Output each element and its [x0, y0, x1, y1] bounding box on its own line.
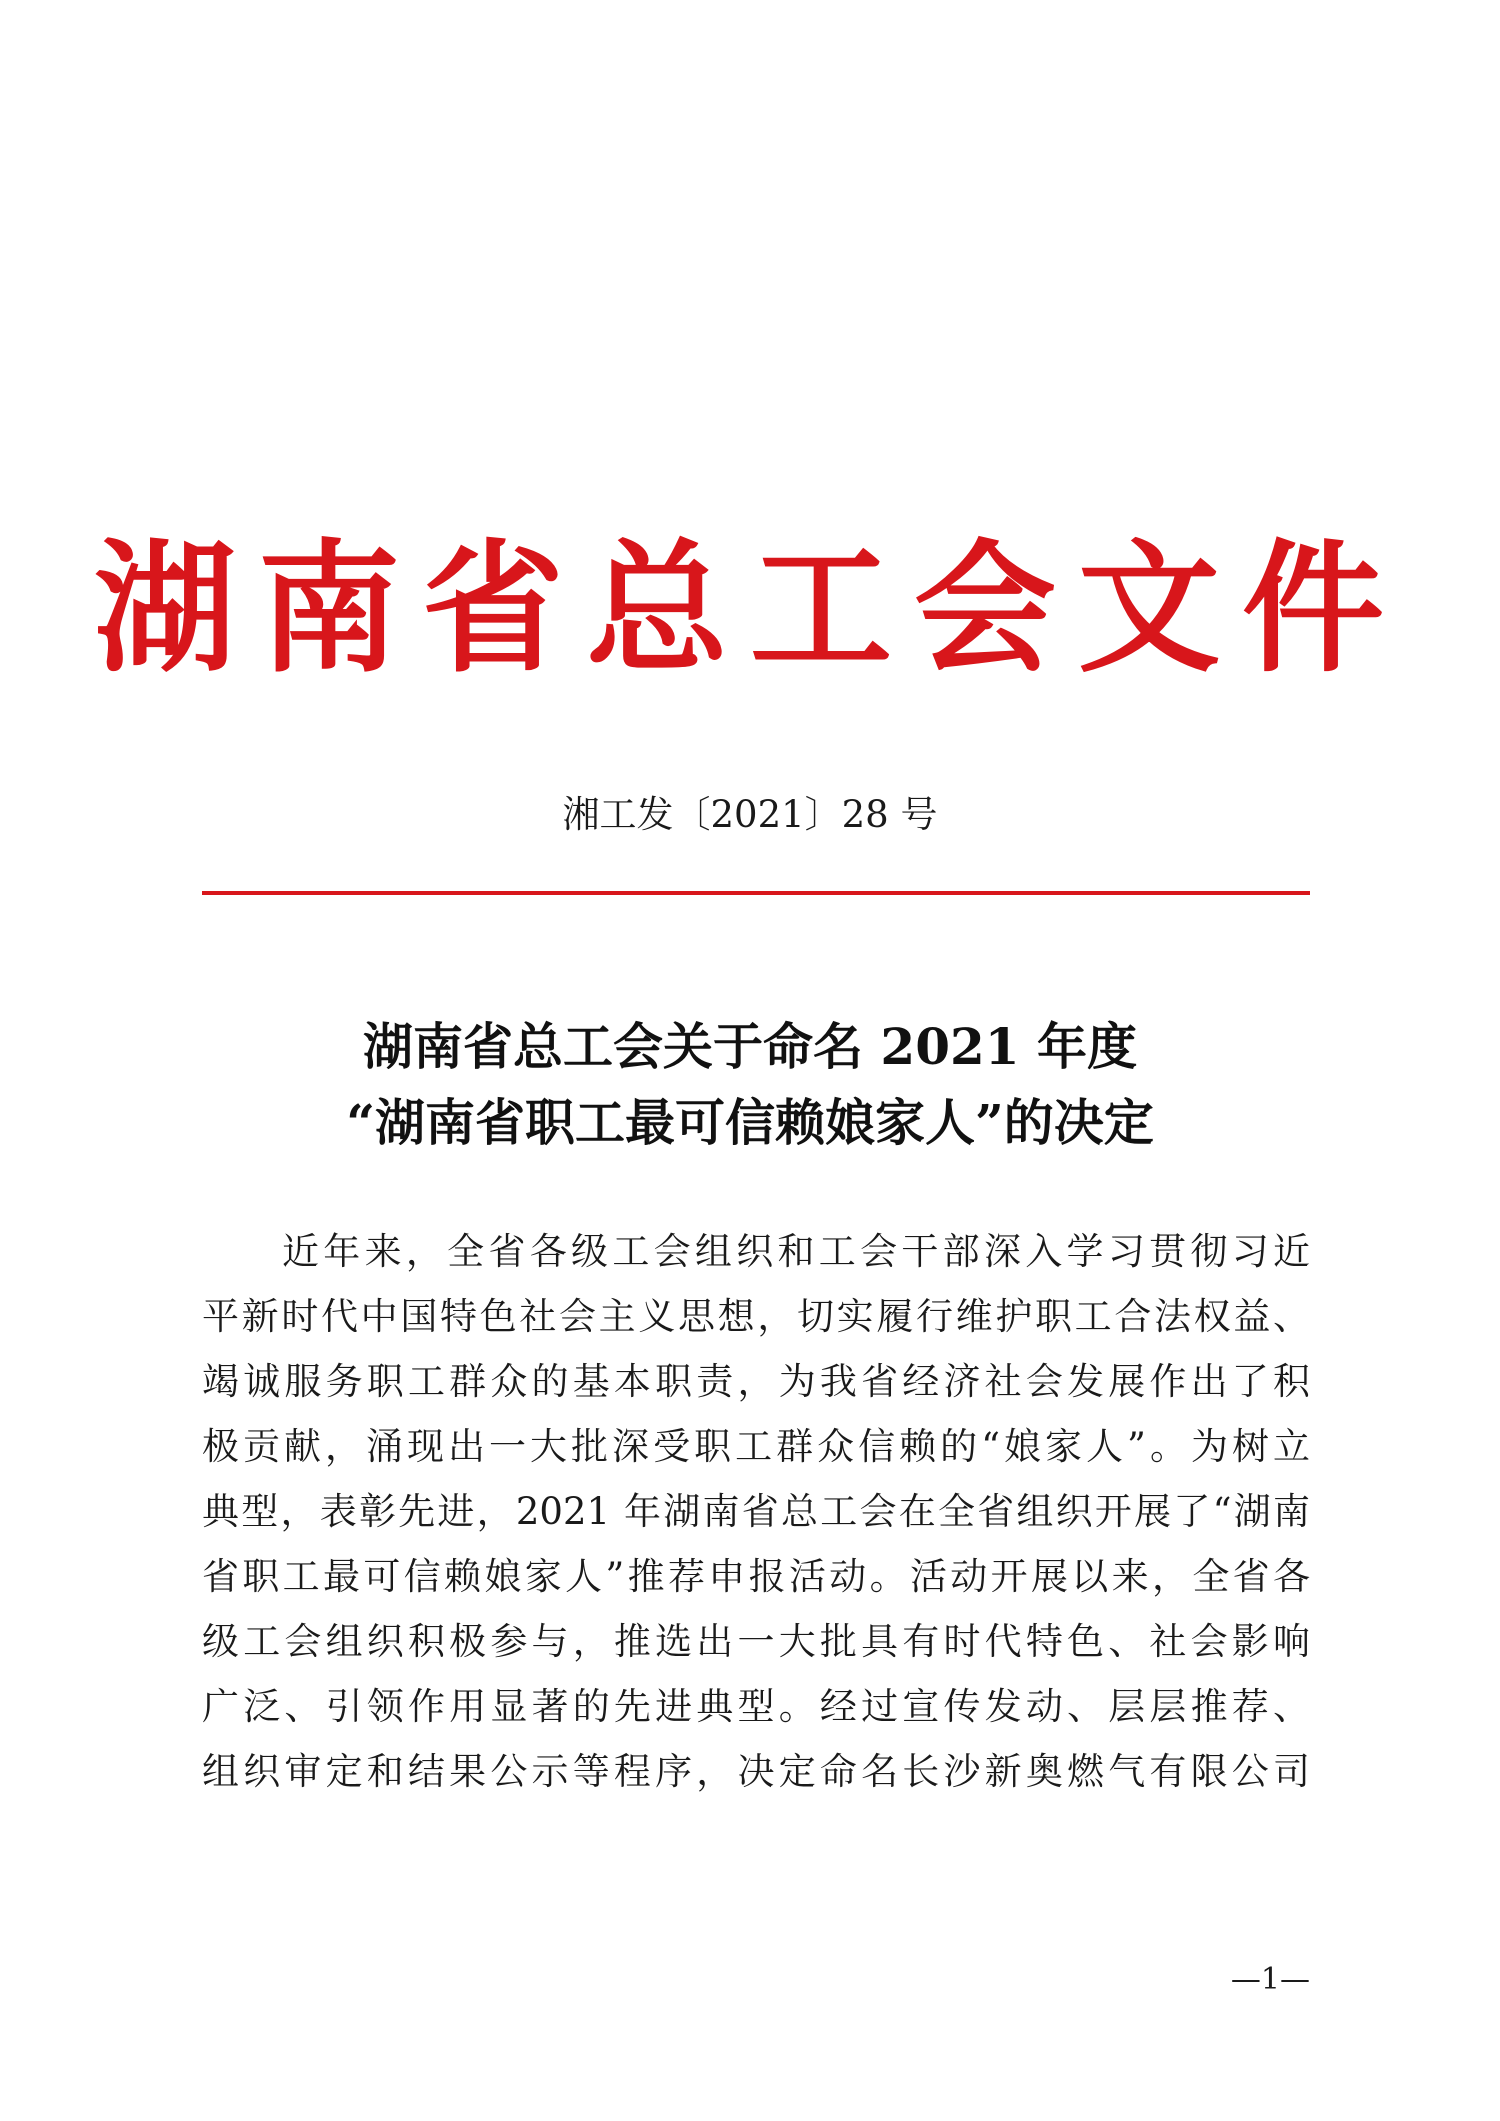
body-line-3: 竭诚服务职工群众的基本职责，为我省经济社会发展作出了积: [202, 1360, 1310, 1403]
body-line-1: 近年来，全省各级工会组织和工会干部深入学习贯彻习近: [282, 1230, 1310, 1273]
body-line-7: 级工会组织积极参与，推选出一大批具有时代特色、社会影响: [202, 1620, 1310, 1663]
document-title-line-2: “湖南省职工最可信赖娘家人”的决定: [346, 1093, 1154, 1152]
body-line-6: 省职工最可信赖娘家人”推荐申报活动。活动开展以来，全省各: [202, 1555, 1310, 1598]
document-masthead: 湖南省总工会文件: [94, 527, 1406, 692]
document-title-line-1: 湖南省总工会关于命名 2021 年度: [363, 1017, 1137, 1076]
body-line-8: 广泛、引领作用显著的先进典型。经过宣传发动、层层推荐、: [202, 1685, 1310, 1728]
body-line-5: 典型，表彰先进，2021 年湖南省总工会在全省组织开展了“湖南: [202, 1490, 1310, 1533]
document-number: 湘工发〔2021〕28 号: [562, 793, 938, 836]
red-divider-line: [202, 891, 1310, 895]
page-number: —1—: [1230, 1962, 1310, 1997]
body-line-2: 平新时代中国特色社会主义思想，切实履行维护职工合法权益、: [202, 1295, 1310, 1338]
body-line-4: 极贡献，涌现出一大批深受职工群众信赖的“娘家人”。为树立: [202, 1425, 1310, 1468]
body-line-9: 组织审定和结果公示等程序，决定命名长沙新奥燃气有限公司: [202, 1750, 1310, 1793]
